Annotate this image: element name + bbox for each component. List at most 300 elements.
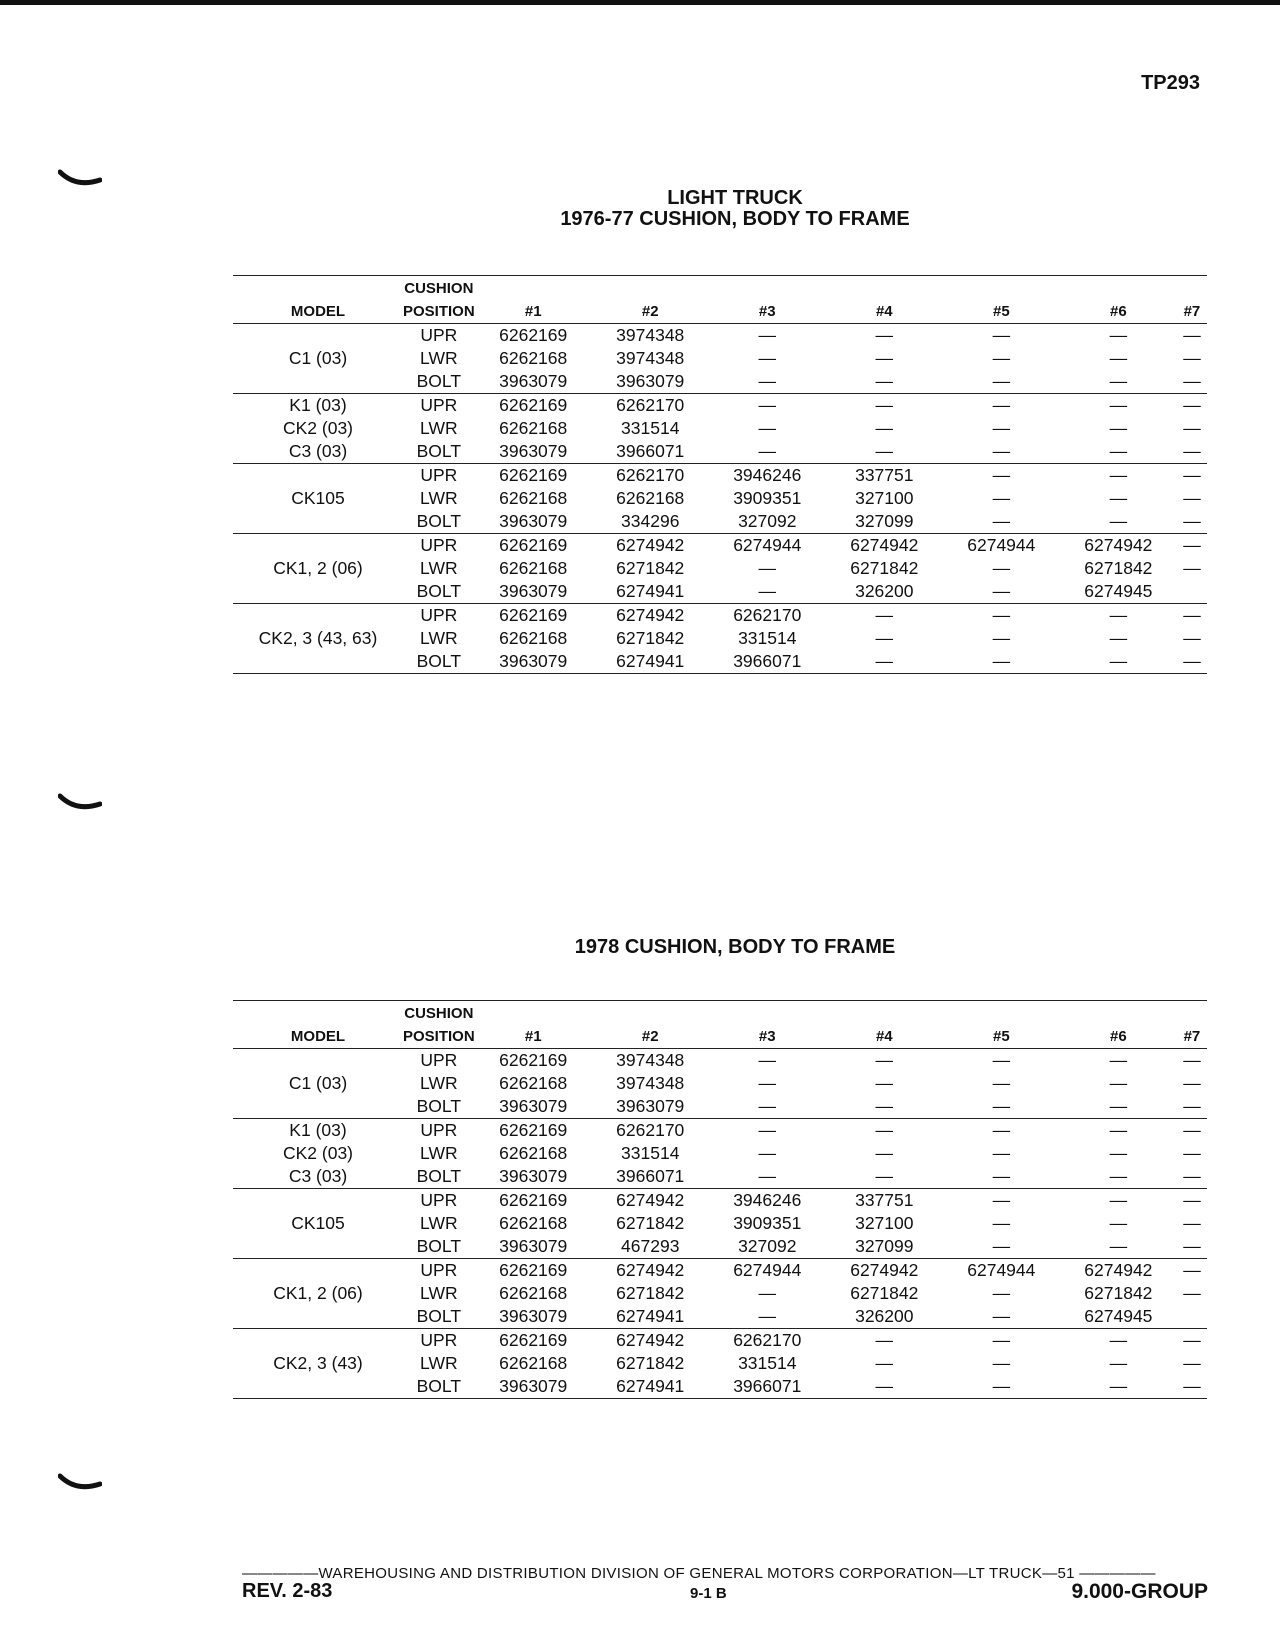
part-number-cell: — (1177, 1165, 1207, 1189)
part-number-cell: — (875, 628, 894, 648)
part-number-cell: — (992, 605, 1011, 625)
part-number-cell: — (1177, 1375, 1207, 1399)
part-number-cell: — (875, 1120, 894, 1140)
part-number-cell: 3963079 (475, 1375, 592, 1399)
part-number-cell: — (1183, 488, 1201, 508)
part-number-cell: — (1109, 418, 1128, 438)
part-number-cell: — (1060, 370, 1177, 394)
header-col-3: #3 (709, 1025, 826, 1049)
table-row (233, 417, 1207, 440)
header-col-2: #2 (592, 300, 709, 324)
model-cell (233, 1375, 403, 1399)
part-number-cell: 467293 (592, 1235, 709, 1259)
part-number-cell: — (709, 580, 826, 604)
part-number-cell: — (875, 1050, 894, 1070)
header-position: POSITION (403, 300, 475, 324)
part-number-cell: — (709, 370, 826, 394)
part-number-cell: — (992, 395, 1011, 415)
position-cell: UPR (420, 1330, 458, 1350)
part-number-cell: — (1177, 1095, 1207, 1119)
header-col-4: #4 (826, 1025, 943, 1049)
part-number-cell: — (1183, 1143, 1201, 1163)
model-cell (233, 510, 403, 534)
header-blank (592, 1001, 709, 1026)
position-cell: LWR (420, 1283, 458, 1303)
footer-division-line: —————WAREHOUSING AND DISTRIBUTION DIVISION OF GENERAL MOTORS CORPORATION—LT TRUCK—51 ————— (242, 1565, 1156, 1582)
part-number-cell: — (1183, 325, 1201, 345)
part-number-cell: 6274942 (616, 1330, 685, 1350)
table-row (233, 1282, 1207, 1305)
part-number-cell: — (875, 348, 894, 368)
part-number-cell: — (1060, 650, 1177, 674)
binder-hole-mark-icon (58, 1472, 102, 1494)
header-blank (709, 1001, 826, 1026)
part-number-cell: 327092 (709, 1235, 826, 1259)
part-number-cell: 6274944 (733, 535, 802, 555)
part-number-cell: 6262169 (499, 1050, 568, 1070)
header-model: MODEL (233, 300, 403, 324)
part-number-cell: 331514 (621, 418, 680, 438)
binder-hole-mark-icon (58, 168, 102, 190)
part-number-cell: — (992, 418, 1011, 438)
part-number-cell: — (1177, 370, 1207, 394)
part-number-cell: — (992, 1073, 1011, 1093)
part-number-cell: 6262168 (499, 1073, 568, 1093)
header-blank (1060, 276, 1177, 301)
header-blank (1060, 1001, 1177, 1026)
part-number-cell: 3963079 (592, 370, 709, 394)
part-number-cell: 6262168 (499, 558, 568, 578)
part-number-cell: — (1177, 440, 1207, 464)
table1-title (0, 188, 1280, 230)
part-number-cell: — (1109, 488, 1128, 508)
part-number-cell: — (943, 1375, 1060, 1399)
header-col-6: #6 (1060, 1025, 1177, 1049)
model-cell: C3 (03) (233, 440, 403, 464)
part-number-cell: — (758, 1073, 777, 1093)
header-position: POSITION (403, 1025, 475, 1049)
part-number-cell: — (1109, 1120, 1128, 1140)
part-number-cell: — (1109, 325, 1128, 345)
part-number-cell: 6271842 (616, 1353, 685, 1373)
part-number-cell: 6262169 (499, 535, 568, 555)
position-cell: BOLT (403, 1095, 475, 1119)
part-number-cell: — (992, 1190, 1011, 1210)
part-number-cell: 6262170 (733, 605, 802, 625)
part-number-cell: 6274945 (1060, 580, 1177, 604)
model-cell (233, 464, 403, 488)
header-blank (475, 276, 592, 301)
part-number-cell: 6274942 (1084, 535, 1153, 555)
part-number-cell: 326200 (826, 1305, 943, 1329)
part-number-cell: — (1177, 650, 1207, 674)
part-number-cell: — (826, 440, 943, 464)
part-number-cell: 3963079 (475, 1165, 592, 1189)
part-number-cell: — (1183, 1073, 1201, 1093)
part-number-cell: — (1060, 1375, 1177, 1399)
header-col-5: #5 (943, 300, 1060, 324)
part-number-cell: 3974348 (616, 1073, 685, 1093)
part-number-cell: — (758, 1120, 777, 1140)
part-number-cell: 3963079 (475, 510, 592, 534)
part-number-cell: — (875, 395, 894, 415)
part-number-cell: — (943, 1235, 1060, 1259)
table-row (233, 324, 1207, 348)
part-number-cell: 6271842 (616, 1213, 685, 1233)
part-number-cell: — (709, 1165, 826, 1189)
table-row (233, 534, 1207, 558)
part-number-cell: 326200 (826, 580, 943, 604)
part-number-cell: — (992, 1120, 1011, 1140)
part-number-cell: 6271842 (616, 628, 685, 648)
part-number-cell: 3974348 (616, 1050, 685, 1070)
part-number-cell: 3966071 (709, 650, 826, 674)
position-cell: UPR (420, 465, 458, 485)
header-blank (709, 276, 826, 301)
position-cell: LWR (420, 1353, 458, 1373)
binder-hole-mark-icon (58, 792, 102, 814)
part-number-cell: — (943, 580, 1060, 604)
table1-title-line1: LIGHT TRUCK (667, 187, 803, 209)
part-number-cell: 6274944 (967, 1260, 1036, 1280)
header-col-2: #2 (592, 1025, 709, 1049)
table-row (233, 1305, 1207, 1329)
model-cell: CK105 (291, 488, 345, 508)
header-blank (592, 276, 709, 301)
part-number-cell: 6262169 (499, 395, 568, 415)
part-number-cell: 337751 (855, 1190, 914, 1210)
position-cell: BOLT (403, 1235, 475, 1259)
part-number-cell: 327099 (826, 510, 943, 534)
model-cell: K1 (03) (289, 1120, 347, 1140)
position-cell: UPR (420, 1260, 458, 1280)
part-number-cell: 6274941 (592, 1375, 709, 1399)
position-cell: UPR (420, 1050, 458, 1070)
part-number-cell: — (758, 1283, 777, 1303)
footer-page-number: 9-1 B (690, 1585, 727, 1602)
part-number-cell: — (1183, 1283, 1201, 1303)
table-row (233, 1259, 1207, 1283)
part-number-cell: — (992, 1050, 1011, 1070)
part-number-cell: — (826, 1375, 943, 1399)
part-number-cell: — (758, 1143, 777, 1163)
part-number-cell: 6271842 (850, 1283, 919, 1303)
part-number-cell: 327100 (855, 1213, 914, 1233)
part-number-cell: 6274941 (592, 580, 709, 604)
part-number-cell: — (758, 1050, 777, 1070)
position-cell: BOLT (403, 440, 475, 464)
part-number-cell: 327099 (826, 1235, 943, 1259)
part-number-cell: 3963079 (475, 370, 592, 394)
part-number-cell: — (875, 1353, 894, 1373)
part-number-cell: — (1183, 1330, 1201, 1350)
part-number-cell: — (943, 510, 1060, 534)
part-number-cell: — (1183, 1353, 1201, 1373)
part-number-cell: — (1177, 510, 1207, 534)
part-number-cell: 3966071 (592, 440, 709, 464)
position-cell: BOLT (403, 370, 475, 394)
table-row (233, 1212, 1207, 1235)
part-number-cell: 6262170 (616, 465, 685, 485)
header-col-6: #6 (1060, 300, 1177, 324)
position-cell: UPR (420, 605, 458, 625)
position-cell: LWR (420, 1143, 458, 1163)
part-number-cell: — (943, 440, 1060, 464)
part-number-cell: 6262168 (499, 1143, 568, 1163)
header-model: MODEL (233, 1025, 403, 1049)
model-cell (233, 1095, 403, 1119)
table-row (233, 1375, 1207, 1399)
part-number-cell: — (1183, 418, 1201, 438)
model-cell (233, 1235, 403, 1259)
model-cell: C1 (03) (288, 1073, 348, 1093)
part-number-cell: 6274941 (592, 1305, 709, 1329)
table-row (233, 1352, 1207, 1375)
part-number-cell: — (826, 1095, 943, 1119)
header-blank (1177, 1001, 1207, 1026)
model-cell: CK2, 3 (43) (273, 1353, 363, 1373)
part-number-cell: 6262169 (499, 1190, 568, 1210)
part-number-cell: — (875, 1330, 894, 1350)
part-number-cell: 6271842 (1084, 558, 1153, 578)
model-cell: CK2, 3 (43, 63) (258, 628, 378, 648)
part-number-cell: — (875, 605, 894, 625)
part-number-cell: — (709, 1095, 826, 1119)
position-cell: UPR (420, 1190, 458, 1210)
header-blank (475, 1001, 592, 1026)
part-number-cell: — (1109, 1143, 1128, 1163)
part-number-cell: 6271842 (850, 558, 919, 578)
table-row (233, 580, 1207, 604)
table-row (233, 1072, 1207, 1095)
part-number-cell: — (943, 370, 1060, 394)
part-number-cell: 331514 (621, 1143, 680, 1163)
position-cell: LWR (420, 1213, 458, 1233)
doc-code: TP293 (1141, 72, 1200, 94)
part-number-cell: — (943, 650, 1060, 674)
part-number-cell: 3963079 (475, 650, 592, 674)
position-cell: UPR (420, 535, 458, 555)
footer-group: 9.000-GROUP (1071, 1580, 1208, 1603)
table-row (233, 464, 1207, 488)
model-cell (233, 1259, 403, 1283)
part-number-cell: — (992, 1143, 1011, 1163)
part-number-cell: — (1183, 535, 1201, 555)
model-cell (233, 604, 403, 628)
table-row (233, 370, 1207, 394)
table-row (233, 394, 1207, 418)
part-number-cell: — (758, 558, 777, 578)
part-number-cell: — (1183, 1213, 1201, 1233)
header-blank (826, 276, 943, 301)
table1-title-line2: 1976-77 CUSHION, BODY TO FRAME (560, 208, 910, 230)
part-number-cell: — (1183, 605, 1201, 625)
part-number-cell: — (1060, 1095, 1177, 1119)
header-col-1: #1 (475, 300, 592, 324)
model-cell: CK2 (03) (282, 1143, 354, 1163)
part-number-cell: — (943, 1095, 1060, 1119)
model-cell (233, 370, 403, 394)
part-number-cell: 327092 (709, 510, 826, 534)
model-cell (233, 1305, 403, 1329)
model-cell: C3 (03) (233, 1165, 403, 1189)
part-number-cell: 3963079 (475, 440, 592, 464)
header-col-1: #1 (475, 1025, 592, 1049)
part-number-cell: — (1109, 1050, 1128, 1070)
part-number-cell: — (992, 628, 1011, 648)
part-number-cell: — (1109, 628, 1128, 648)
model-cell (233, 1329, 403, 1353)
part-number-cell: 6274942 (1084, 1260, 1153, 1280)
header-col-7: #7 (1177, 300, 1207, 324)
part-number-cell: — (875, 1143, 894, 1163)
model-cell (233, 580, 403, 604)
part-number-cell: 6271842 (616, 1283, 685, 1303)
part-number-cell: 6262168 (499, 628, 568, 648)
header-col-7: #7 (1177, 1025, 1207, 1049)
model-cell: CK2 (03) (282, 418, 354, 438)
part-number-cell: 6262169 (499, 1260, 568, 1280)
header-blank (1177, 276, 1207, 301)
part-number-cell: — (758, 325, 777, 345)
part-number-cell: — (992, 465, 1011, 485)
part-number-cell: — (1109, 465, 1128, 485)
part-number-cell: 6262168 (499, 348, 568, 368)
table-row (233, 1142, 1207, 1165)
position-cell: BOLT (403, 1165, 475, 1189)
part-number-cell: — (1183, 1190, 1201, 1210)
part-number-cell: — (1109, 1190, 1128, 1210)
part-number-cell: 6262168 (499, 488, 568, 508)
part-number-cell: 3974348 (616, 325, 685, 345)
position-cell: BOLT (403, 580, 475, 604)
part-number-cell: 6262168 (499, 1283, 568, 1303)
part-number-cell (1177, 580, 1207, 604)
part-number-cell: 3963079 (475, 1305, 592, 1329)
model-cell (233, 324, 403, 348)
part-number-cell: 331514 (738, 628, 797, 648)
part-number-cell: 6274941 (592, 650, 709, 674)
header-blank (943, 1001, 1060, 1026)
position-cell: UPR (420, 395, 458, 415)
part-number-cell: 6274945 (1060, 1305, 1177, 1329)
table-row (233, 557, 1207, 580)
part-number-cell: — (992, 558, 1011, 578)
position-cell: BOLT (403, 510, 475, 534)
part-number-cell: 3966071 (709, 1375, 826, 1399)
part-number-cell: — (875, 1073, 894, 1093)
part-number-cell: — (875, 325, 894, 345)
table-row (233, 487, 1207, 510)
part-number-cell: 3946246 (733, 465, 802, 485)
table-row (233, 1119, 1207, 1143)
part-number-cell: — (1109, 348, 1128, 368)
model-cell: C1 (03) (288, 348, 348, 368)
top-rule (0, 0, 1280, 5)
header-col-4: #4 (826, 300, 943, 324)
position-cell: UPR (420, 325, 458, 345)
table-row (233, 1189, 1207, 1213)
position-cell: LWR (420, 628, 458, 648)
part-number-cell: 6271842 (1084, 1283, 1153, 1303)
part-number-cell: 3963079 (592, 1095, 709, 1119)
part-number-cell: 334296 (592, 510, 709, 534)
part-number-cell: 6271842 (616, 558, 685, 578)
part-number-cell: — (1183, 348, 1201, 368)
part-number-cell: — (758, 348, 777, 368)
part-number-cell: — (1060, 510, 1177, 534)
part-number-cell: 6262169 (499, 1330, 568, 1350)
part-number-cell: 6262169 (499, 465, 568, 485)
part-number-cell: — (1109, 1353, 1128, 1373)
table2-title (0, 937, 1280, 958)
part-number-cell: 3963079 (475, 580, 592, 604)
part-number-cell: — (1109, 1213, 1128, 1233)
part-number-cell: 337751 (855, 465, 914, 485)
part-number-cell: 3909351 (733, 1213, 802, 1233)
part-number-cell: 6274942 (616, 535, 685, 555)
part-number-cell: — (1060, 1165, 1177, 1189)
part-number-cell: — (826, 370, 943, 394)
table-row (233, 1049, 1207, 1073)
part-number-cell: — (1109, 605, 1128, 625)
part-number-cell: 6274942 (616, 1190, 685, 1210)
position-cell: LWR (420, 418, 458, 438)
part-number-cell: — (1183, 1260, 1201, 1280)
header-blank (233, 1001, 403, 1026)
position-cell: UPR (420, 1120, 458, 1140)
position-cell: LWR (420, 348, 458, 368)
part-number-cell: 6274942 (616, 605, 685, 625)
part-number-cell: — (1183, 558, 1201, 578)
part-number-cell: — (1183, 465, 1201, 485)
model-cell: CK1, 2 (06) (273, 1283, 363, 1303)
header-col-3: #3 (709, 300, 826, 324)
part-number-cell: — (1109, 395, 1128, 415)
part-number-cell: — (943, 1165, 1060, 1189)
part-number-cell: — (1183, 1050, 1201, 1070)
part-number-cell: — (992, 1213, 1011, 1233)
part-number-cell: 6262168 (499, 1353, 568, 1373)
model-cell: CK1, 2 (06) (273, 558, 363, 578)
part-number-cell: 3966071 (592, 1165, 709, 1189)
model-cell (233, 534, 403, 558)
part-number-cell: 6262170 (616, 395, 685, 415)
part-number-cell: 6274944 (967, 535, 1036, 555)
part-number-cell: — (826, 1165, 943, 1189)
part-number-cell: — (992, 488, 1011, 508)
model-cell (233, 1189, 403, 1213)
position-cell: BOLT (403, 1305, 475, 1329)
position-cell: BOLT (403, 1375, 475, 1399)
part-number-cell: — (1060, 1235, 1177, 1259)
table-row (233, 1235, 1207, 1259)
table-row (233, 1095, 1207, 1119)
part-number-cell: 6274944 (733, 1260, 802, 1280)
part-number-cell: — (709, 440, 826, 464)
part-number-cell: 6262168 (499, 418, 568, 438)
part-number-cell: — (1060, 440, 1177, 464)
model-cell (233, 1049, 403, 1073)
part-number-cell: — (992, 1353, 1011, 1373)
model-cell: CK105 (291, 1213, 345, 1233)
header-cushion: CUSHION (403, 1001, 475, 1026)
part-number-cell: 6262169 (499, 325, 568, 345)
position-cell: LWR (420, 488, 458, 508)
table2-title-line1: 1978 CUSHION, BODY TO FRAME (574, 936, 896, 958)
part-number-cell: — (992, 1330, 1011, 1350)
table-row (233, 347, 1207, 370)
